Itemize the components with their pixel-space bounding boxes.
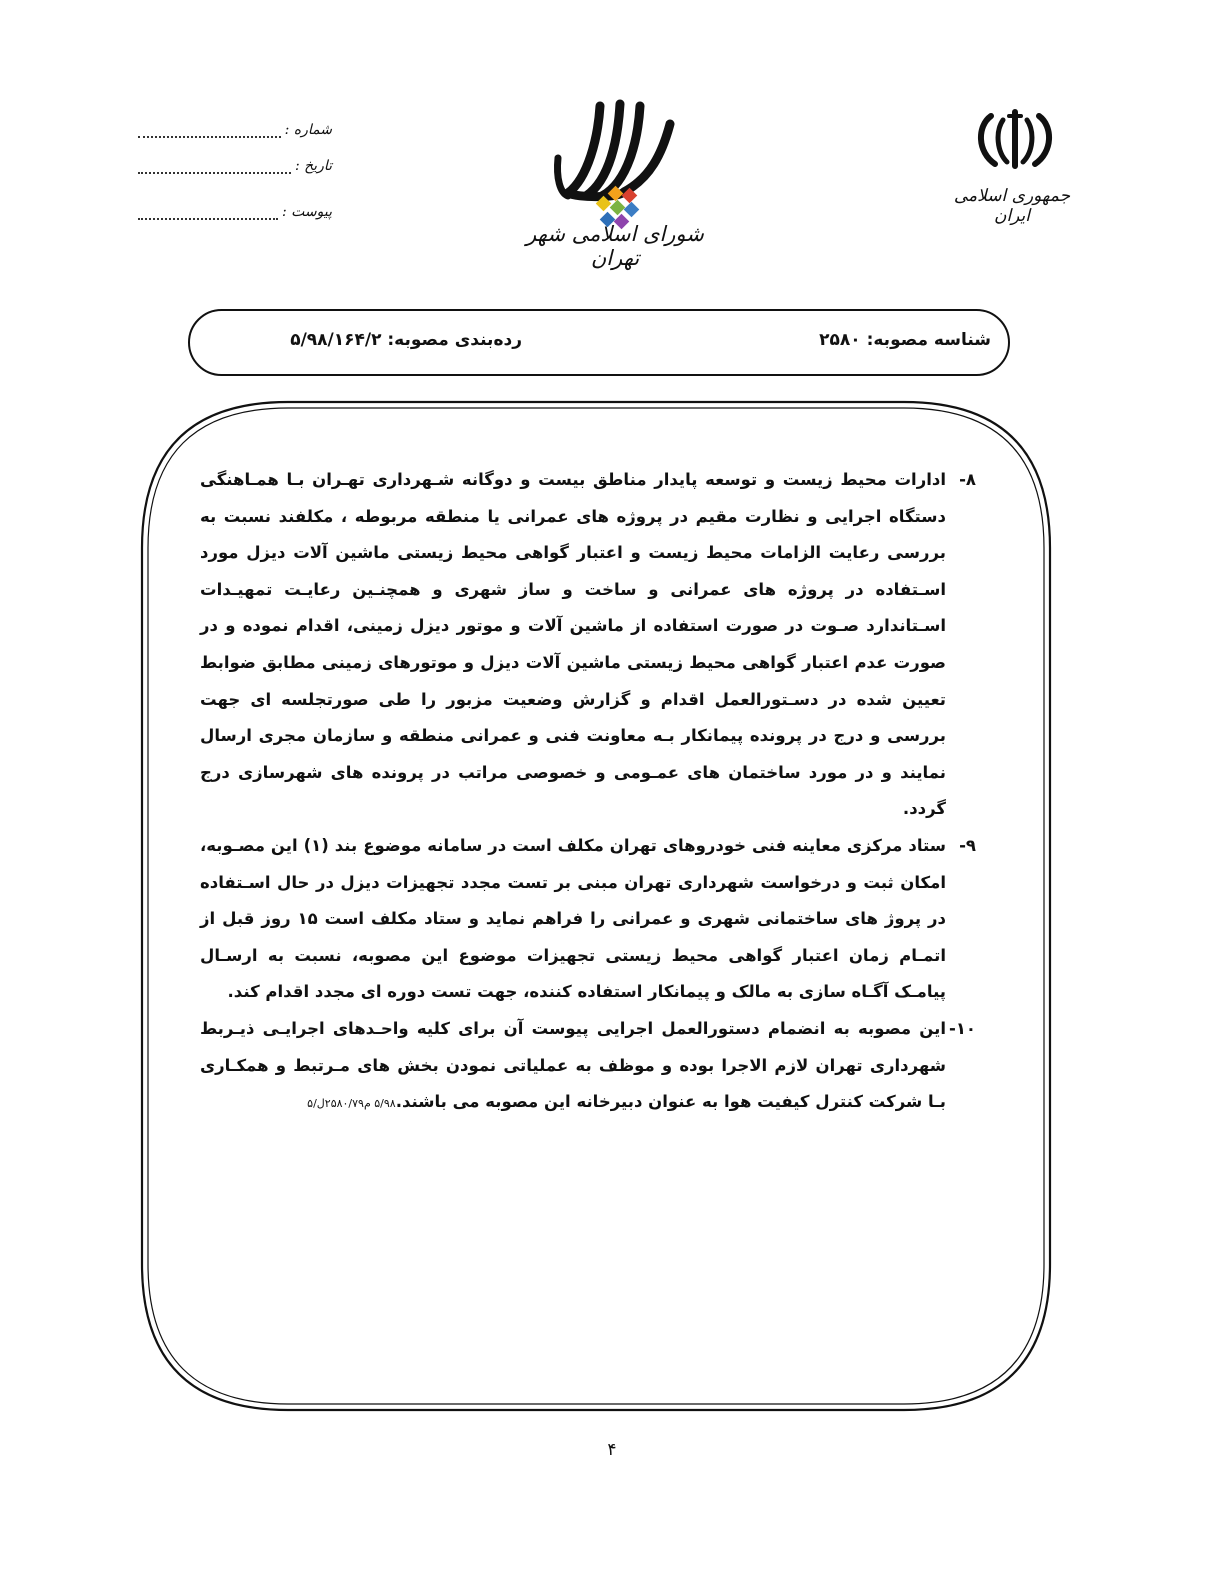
clause-9 (200, 828, 976, 1011)
attachment-field (136, 198, 332, 220)
clause-text: ادارات محیط زیست و توسعه پایدار مناطق بیست و دوگانه شـهرداری تهـران بـا همـاهنگی دستگاه اجرایی و نظارت مقیم در پروژه های عمرانی یا منطقه مربوطه ، مکلفند نسبت به بررسی رعایت الزامات محیط زیست و اعتبار گواهی محیط زیستی ماشین آلات دیزل مورد اسـتفاده در پروژه های عمرانی و ساخت و ساز شهری و همچنـین رعایـت تمهیـدات اسـتاندارد صـوت در صورت استفاده از ماشین آلات و موتور دیزل زمینی، اقدام نموده و در صورت عدم اعتبار گواهی محیط زیستی ماشین آلات دیزل و موتورهای زمینی مطابق ضوابط تعیین شده در دسـتورالعمل اقدام و گزارش وضعیت مزبور را طی صورتجلسه ای جهت بررسی و درج در پرونده پیمانکار بـه معاونت فنی و عمرانی منطقه و سازمان مجری ارسال نمایند و در مورد ساختمان های عمـومی و خصوصی مراتب در پرونده های شهرسازی درج گردد. (200, 470, 946, 819)
clause-number: ۸- (959, 470, 976, 489)
resolution-classification: رده‌بندی مصوبه: ۵/۹۸/۱۶۴/۲ (290, 330, 522, 350)
clause-10 (200, 1011, 976, 1123)
date-dotted-line (138, 166, 291, 174)
clause-number: ۱۰- (948, 1018, 976, 1038)
council-name: شورای اسلامی شهر تهران (526, 222, 704, 270)
number-dotted-line (138, 130, 281, 138)
clause-text: این مصوبه به انضمام دستورالعمل اجرایی پیوست آن برای کلیه واحـدهای اجرایـی ذیـربط شهرداری تهران لازم الاجرا بوده و موظف به عملیاتی نمودن بخش های مـرتبط و همکـاری بـا شرکت کنترل کیفیت هوا به عنوان دبیرخانه این مصوبه می باشند. (200, 1018, 946, 1112)
date-field (136, 152, 332, 174)
page-number: ۴ (607, 1440, 617, 1460)
number-field (136, 116, 332, 138)
iran-emblem-icon (975, 108, 1055, 170)
attachment-dotted-line (138, 212, 278, 220)
clause-text: ستاد مرکزی معاینه فنی خودروهای تهران مکلف است در سامانه موضوع بند (۱) این مصـوبه، امکان ثبت و درخواست شهرداری تهران مبنی بر تست مجدد تجهیزات دیزل در حال اسـتفاده در پروژ های ساختمانی شهری و عمرانی را فراهم نماید و ستاد مکلف است ۱۵ روز قبل از اتمـام زمان اعتبار گواهی محیط زیستی تجهیزات موضوع این مصوبه، نسبت به ارسـال پیامـک آگـاه سازی به مالک و پیمانکار استفاده کننده، جهت تست دوره ای مجدد اقدام کند. (200, 835, 946, 1002)
clause-8 (200, 462, 976, 828)
reference-code: ۵/۹۸ م۲۵۸۰/۷۹ل/۵ (307, 1097, 396, 1111)
date-label: تاریخ : (294, 158, 332, 174)
clause-number: ۹- (959, 835, 976, 855)
republic-name: جمهوری اسلامی ایران (953, 186, 1071, 226)
resolution-body (200, 462, 976, 1123)
number-label: شماره : (284, 122, 332, 138)
resolution-id: شناسه مصوبه: ۲۵۸۰ (819, 330, 991, 350)
attachment-label: پیوست : (282, 204, 332, 220)
